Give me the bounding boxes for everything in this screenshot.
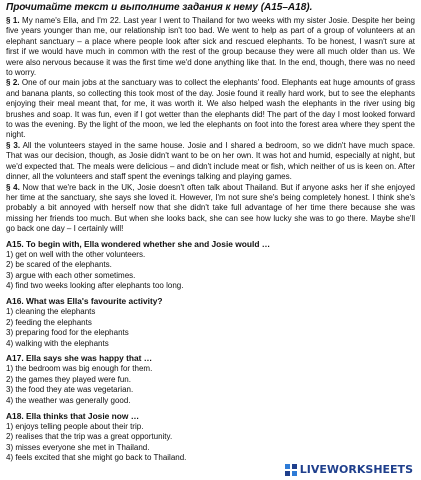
- paragraph-text: One of our main jobs at the sanctuary was to collect the elephants' food. Elephants eat huge amounts of grass and banana plants, so collecting this took most of the day. Josie found it really hard work, but to see the elephants enjoying their meal meant that, for me, it was worth it. We also helped wash the elephants in the river using big brushes and soap. It was fun, even if I got wetter than the elephants did! The part of the day I most looked forward to was the evening. By the light of the moon, we led the elephants on foot into the forest area where they spent the night.: [6, 78, 415, 140]
- answer-option[interactable]: 4) walking with the elephants: [6, 338, 109, 348]
- answer-option[interactable]: 2) be scared of the elephants.: [6, 260, 112, 270]
- answer-option[interactable]: 3) the food they ate was vegetarian.: [6, 385, 134, 395]
- answer-option[interactable]: 3) misses everyone she met in Thailand.: [6, 442, 150, 452]
- answer-option[interactable]: 3) argue with each other sometimes.: [6, 270, 136, 280]
- question-a15: [6, 239, 415, 292]
- answer-option[interactable]: 2) feeding the elephants: [6, 317, 92, 327]
- paragraph-number: § 3.: [6, 140, 21, 150]
- question-stem: A18. Ella thinks that Josie now …: [6, 410, 140, 421]
- answer-option[interactable]: 1) cleaning the elephants: [6, 306, 96, 316]
- reading-text: [6, 16, 415, 235]
- paragraph-text: Now that we're back in the UK, Josie doesn't often talk about Thailand. But if anyone asks her if she enjoyed her time at the sanctuary, she says she loved it. However, I'm not sure she's being completely honest. I think she's probably a bit annoyed with herself now that she didn't take full advantage of her time there because she was missing her friends too much. But when she looks back, she can see how lucky she was to go there. Maybe she'll go back one day – I certainly will!: [6, 182, 416, 234]
- paragraph-number: § 1.: [6, 16, 20, 25]
- answer-option[interactable]: 4) feels excited that she might go back to Thailand.: [6, 453, 187, 463]
- answer-option[interactable]: 4) the weather was generally good.: [6, 396, 131, 406]
- liveworksheets-logo-icon: [285, 464, 297, 476]
- question-stem: A17. Ella says she was happy that …: [6, 353, 153, 364]
- paragraph-2: [6, 78, 415, 140]
- liveworksheets-logo: [285, 463, 413, 476]
- answer-option[interactable]: 4) find two weeks looking after elephants too long.: [6, 281, 184, 291]
- paragraph-4: [6, 183, 415, 235]
- answer-option[interactable]: 2) realises that the trip was a great opportunity.: [6, 432, 173, 442]
- answer-option[interactable]: 1) the bedroom was big enough for them.: [6, 364, 153, 374]
- paragraph-3: [6, 141, 415, 183]
- question-stem: A15. To begin with, Ella wondered whether she and Josie would …: [6, 238, 271, 249]
- answer-option[interactable]: 2) the games they played were fun.: [6, 374, 131, 384]
- logo-text: LIVEWORKSHEETS: [299, 463, 413, 476]
- paragraph-number: § 2.: [6, 78, 20, 88]
- paragraph-1: [6, 16, 415, 78]
- instruction: Прочитайте текст и выполните задания к нему (A15–A18).: [6, 2, 313, 13]
- question-a18: [6, 411, 415, 464]
- answer-option[interactable]: 3) preparing food for the elephants: [6, 328, 129, 338]
- paragraph-number: § 4.: [6, 182, 20, 192]
- question-a17: [6, 353, 415, 406]
- answer-option[interactable]: 1) enjoys telling people about their trip.: [6, 421, 144, 431]
- answer-option[interactable]: 1) get on well with the other volunteers.: [6, 249, 146, 259]
- paragraph-text: All the volunteers stayed in the same house. Josie and I shared a bedroom, so we didn't have much space. That was our decision, though, as Josie didn't want to be on her own. It was hot and humid, especially at night, but we'd expected that. The meals were delicious – and didn't include meat or fish, which neither of us is keen on. After dinner, all the volunteers and staff spent the evenings talking and playing games.: [6, 140, 416, 182]
- paragraph-text: My name's Ella, and I'm 22. Last year I went to Thailand for two weeks with my sister Josie. Despite her being five years younger than me, our relationship isn't too bad. We went to help as part of a group of volunteers at an elephant sanctuary – a place where people look after sick and rescued elephants. To be honest, I wasn't sure at first if we would have much in common with the rest of the group because they were all much older than us. We were also nervous because it was the first time we'd done anything like that. In the end, though, there was no need to worry.: [6, 16, 416, 78]
- question-stem: A16. What was Ella's favourite activity?: [6, 295, 163, 306]
- question-a16: [6, 296, 415, 349]
